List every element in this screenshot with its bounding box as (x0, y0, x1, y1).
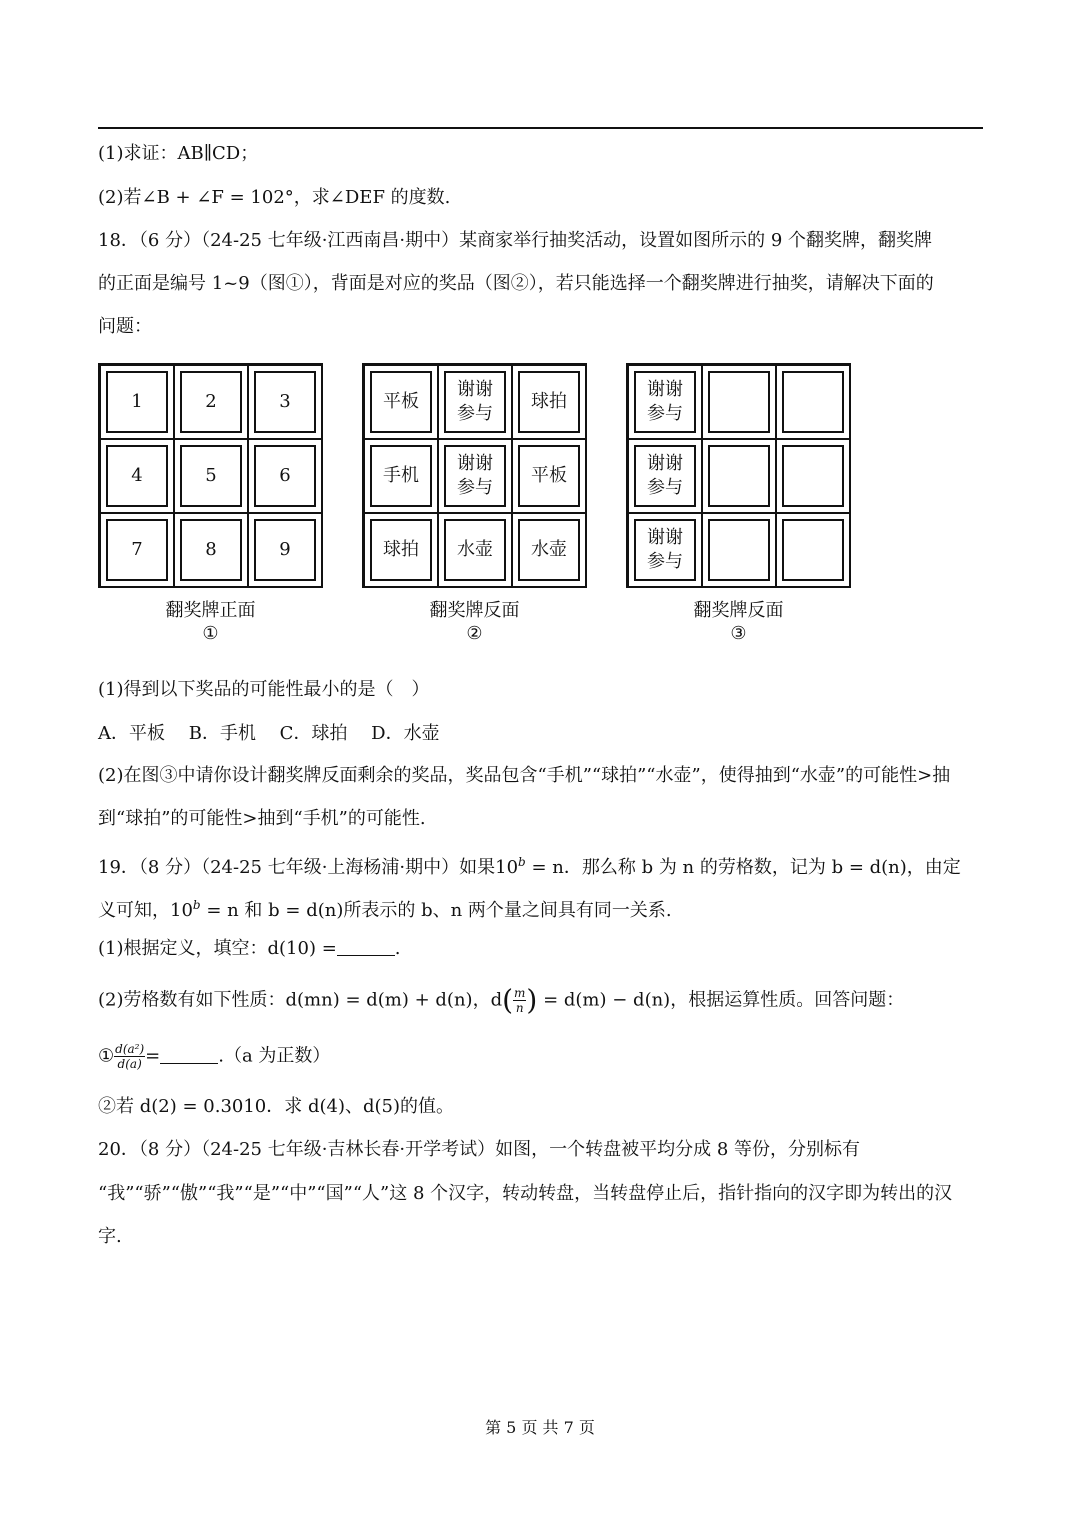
card-cell (708, 519, 770, 581)
question-18-text-line-1: 18．（6 分）（24-25 七年级·江西南昌·期中）某商家举行抽奖活动，设置如图所示的 9 个翻奖牌，翻奖牌 (98, 230, 933, 251)
question-19-item-2: ②若 d(2) = 0.3010．求 d(4)、d(5)的值。 (98, 1096, 455, 1117)
page-footer: 第 5 页 共 7 页 (485, 1418, 595, 1437)
card-frame (512, 439, 586, 513)
fraction-d-a-squared-over-d-a (114, 1042, 145, 1071)
card-cell (782, 445, 844, 507)
question-18-sub-2-line-2: 到“球拍”的可能性>抽到“手机”的可能性. (98, 808, 426, 829)
q19-line2-suffix: = n 和 b = d(n)所表示的 b、n 两个量之间具有同一关系. (200, 900, 672, 921)
q19-sub2-suffix: = d(m) − d(n)，根据运算性质。回答问题： (537, 989, 905, 1011)
card-cell: 7 (106, 519, 168, 581)
q19-sub1-period: . (394, 938, 401, 959)
card-cell (782, 519, 844, 581)
card-frame (174, 513, 248, 587)
card-frame (776, 439, 850, 513)
card-cell: 水壶 (518, 519, 580, 581)
card-cell: 谢谢 参与 (634, 519, 696, 581)
question-18-sub-2-line-1: (2)在图③中请你设计翻奖牌反面剩余的奖品，奖品包含“手机”“球拍”“水壶”，使得抽到“水壶”的可能性>抽 (98, 765, 951, 786)
card-frame (248, 365, 322, 439)
equals-sign: = (145, 1045, 161, 1067)
question-19-line-1 (98, 850, 961, 880)
card-frame (364, 513, 438, 587)
card-frame (512, 365, 586, 439)
card-frame (100, 365, 174, 439)
fraction-denominator: n (515, 1001, 524, 1015)
card-cell: 谢谢 参与 (634, 371, 696, 433)
card-frame (100, 439, 174, 513)
card-frame (438, 439, 512, 513)
q19-line1-prefix: 19．（8 分）（24-25 七年级·上海杨浦·期中）如果 (98, 857, 496, 878)
card-cell: 谢谢 参与 (634, 445, 696, 507)
question-19-sub-1 (98, 937, 401, 961)
card-frame (702, 513, 776, 587)
question-17-part-2: (2)若∠B + ∠F = 102°，求∠DEF 的度数. (98, 187, 451, 208)
card-cell: 4 (106, 445, 168, 507)
card-cell: 2 (180, 371, 242, 433)
card-cell: 8 (180, 519, 242, 581)
card-frame (248, 513, 322, 587)
card-frame (248, 439, 322, 513)
question-19-item-1 (98, 1042, 330, 1071)
card-frame (512, 513, 586, 587)
fraction-m-over-n (513, 986, 526, 1015)
header-rule (98, 127, 983, 129)
q19-line2-prefix: 义可知，10 (98, 900, 193, 921)
card-cell: 球拍 (370, 519, 432, 581)
card-cell (782, 371, 844, 433)
card-frame (702, 439, 776, 513)
card-frame (776, 513, 850, 587)
question-20-line-2: “我”“骄”“傲”“我”“是”“中”“国”“人”这 8 个汉字，转动转盘，当转盘停止后，指针指向的汉字即为转出的汉 (98, 1183, 953, 1204)
card-frame (364, 439, 438, 513)
card-cell: 1 (106, 371, 168, 433)
card-cell: 谢谢 参与 (444, 445, 506, 507)
figure-3-caption: 翻奖牌反面 (693, 600, 784, 621)
card-cell: 9 (254, 519, 316, 581)
fraction-denominator: d(a) (117, 1057, 142, 1071)
card-frame (174, 365, 248, 439)
q19-line2-exponent: b (192, 898, 201, 912)
card-cell (708, 371, 770, 433)
figure-3-number: ③ (730, 623, 747, 644)
card-cell (708, 445, 770, 507)
figure-3-card-back-grid (626, 363, 851, 588)
question-18-options: A．平板 B．手机 C．球拍 D．水壶 (98, 723, 440, 744)
card-frame (174, 439, 248, 513)
q19-line1-exponent: b (518, 855, 526, 869)
figure-1-card-front-grid (98, 363, 323, 588)
question-18-sub-1: (1)得到以下奖品的可能性最小的是（ ） (98, 679, 430, 700)
card-frame (364, 365, 438, 439)
card-cell: 手机 (370, 445, 432, 507)
figure-2-number: ② (466, 623, 483, 644)
figure-2-card-back-grid (362, 363, 587, 588)
card-cell: 平板 (370, 371, 432, 433)
card-frame (628, 365, 702, 439)
fraction-numerator: d(a²) (115, 1042, 145, 1056)
figure-1-number: ① (202, 623, 219, 644)
question-18-text-line-3: 问题： (98, 316, 152, 337)
card-cell: 球拍 (518, 371, 580, 433)
figure-2-caption: 翻奖牌反面 (429, 600, 520, 621)
q19-line1-suffix: = n．那么称 b 为 n 的劳格数，记为 b = d(n)，由定 (525, 857, 961, 878)
question-18-text-line-2: 的正面是编号 1~9（图①），背面是对应的奖品（图②），若只能选择一个翻奖牌进行抽奖，请解决下面的 (98, 273, 934, 294)
q19-sub1-answer-blank (337, 937, 395, 956)
figure-1-caption: 翻奖牌正面 (165, 600, 256, 621)
card-cell: 6 (254, 445, 316, 507)
right-paren: ) (526, 983, 538, 1017)
question-20-line-1: 20．（8 分）（24-25 七年级·吉林长春·开学考试）如图，一个转盘被平均分成 8 等份，分别标有 (98, 1139, 861, 1160)
card-frame (628, 439, 702, 513)
card-cell: 水壶 (444, 519, 506, 581)
card-cell: 谢谢 参与 (444, 371, 506, 433)
card-frame (628, 513, 702, 587)
card-cell: 5 (180, 445, 242, 507)
q19-item1-answer-blank (160, 1045, 218, 1064)
card-frame (776, 365, 850, 439)
q19-line1-base: 10 (495, 857, 519, 878)
item-1-suffix: .（a 为正数） (218, 1045, 331, 1067)
card-frame (702, 365, 776, 439)
card-cell: 平板 (518, 445, 580, 507)
left-paren: ( (502, 983, 514, 1017)
q19-sub2-prefix: (2)劳格数有如下性质：d(mn) = d(m) + d(n)，d (98, 989, 503, 1011)
fraction-numerator: m (514, 986, 526, 1000)
card-frame (438, 365, 512, 439)
question-17-part-1: (1)求证：AB∥CD； (98, 143, 259, 164)
question-19-sub-2 (98, 983, 905, 1017)
card-frame (438, 513, 512, 587)
card-cell: 3 (254, 371, 316, 433)
question-19-line-2 (98, 893, 672, 923)
q19-sub1-text: (1)根据定义，填空：d(10) = (98, 938, 337, 959)
question-20-line-3: 字. (98, 1226, 122, 1247)
item-1-marker: ① (98, 1045, 115, 1067)
card-frame (100, 513, 174, 587)
